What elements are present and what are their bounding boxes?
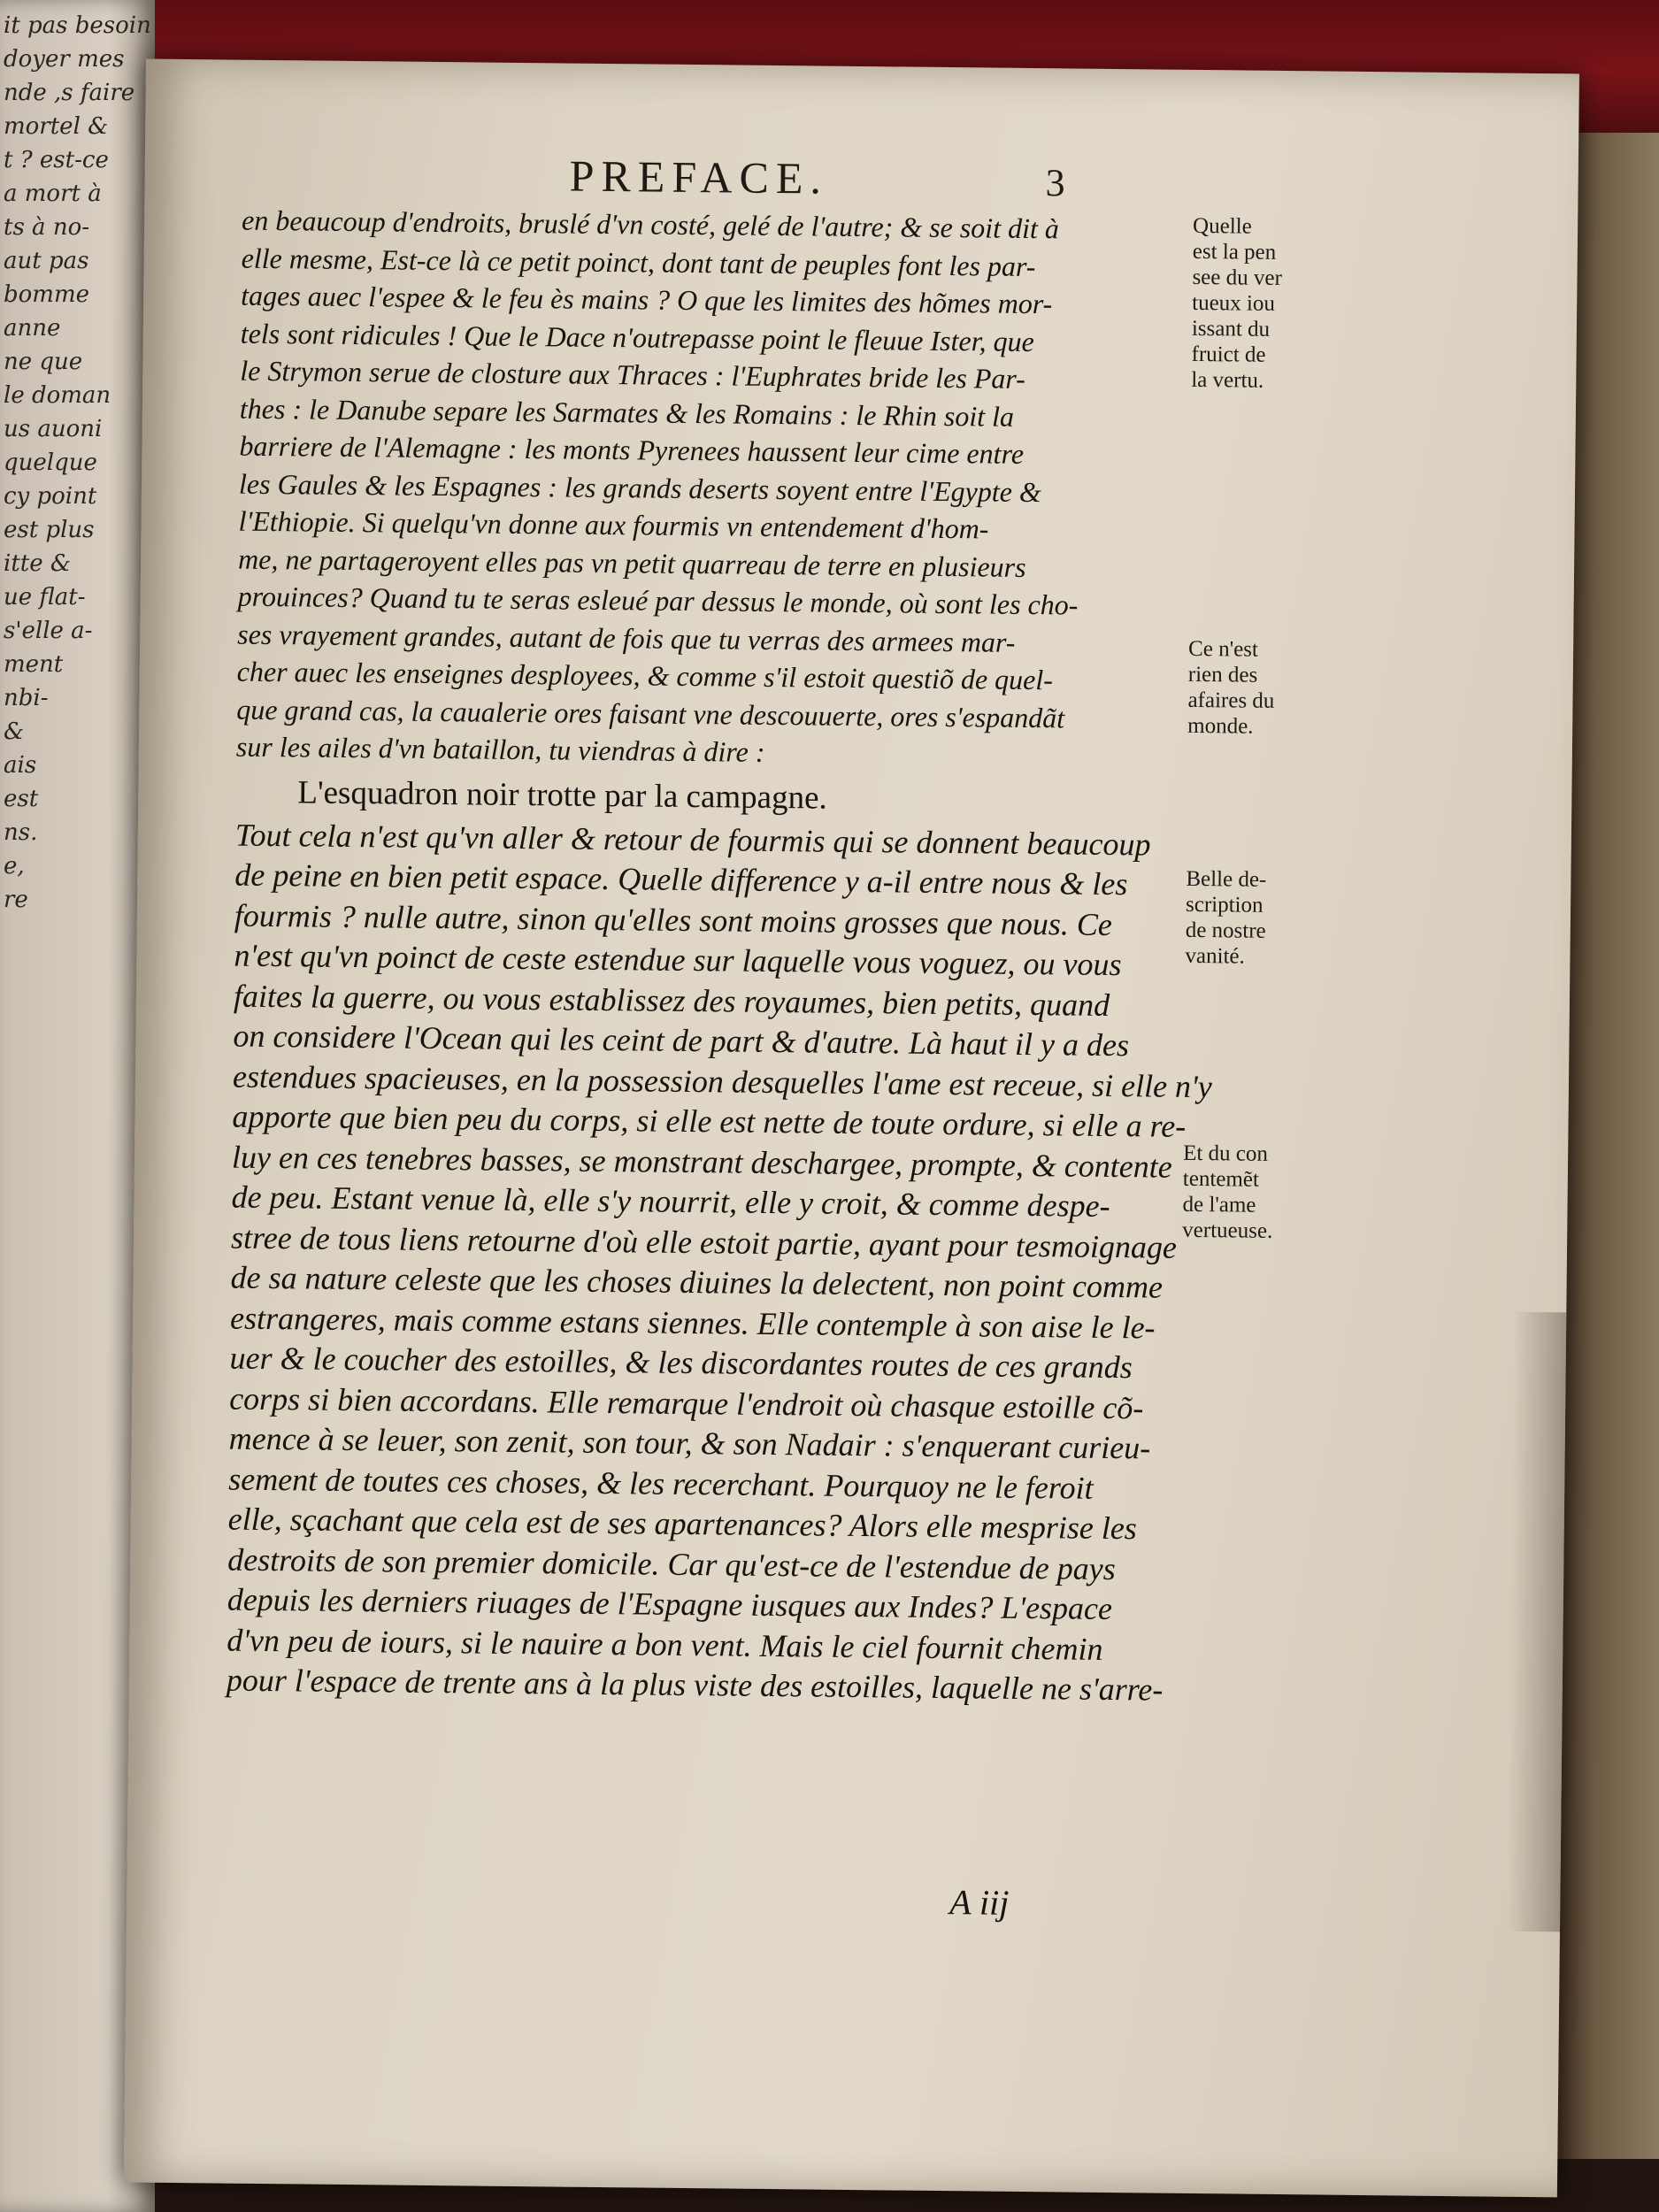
facing-page-text — [4, 9, 150, 917]
margin-note-line: see du ver — [1192, 265, 1283, 290]
facing-line: bomme — [4, 281, 89, 308]
text-line: elle, sçachant que cela est de ses apartenances? Alors elle mesprise les — [227, 1501, 1138, 1547]
text-line: d'vn peu de iours, si le nauire a bon vent. Mais le ciel fournit chemin — [227, 1622, 1103, 1667]
facing-line: ns. — [4, 819, 38, 846]
facing-line: quelque — [4, 449, 97, 476]
text-line: cher auec les enseignes desployees, & comme s'il estoit questiõ de quel- — [236, 655, 1054, 696]
facing-line: aut pas — [4, 248, 89, 274]
margin-note-contentement — [1182, 1141, 1329, 1245]
text-line: n'est qu'vn poinct de ceste estendue sur laquelle vous voguez, ou vous — [234, 937, 1122, 983]
margin-note-line: Belle de- — [1186, 866, 1267, 892]
facing-line: est plus — [4, 517, 95, 543]
margin-note-line: de nostre — [1185, 918, 1266, 943]
book-page — [124, 59, 1579, 2198]
text-line: de sa nature celeste que les choses diuines la delectent, non point comme — [230, 1259, 1164, 1305]
margin-note-line: rien des — [1187, 662, 1258, 687]
facing-line: ais — [4, 752, 37, 779]
facing-line: a mort à — [4, 180, 102, 207]
facing-line: t ? est-ce — [4, 147, 109, 173]
text-line: de peu. Estant venue là, elle s'y nourrit, elle y croit, & comme despe- — [231, 1179, 1110, 1224]
text-line: on considere l'Ocean qui les ceint de part & d'autre. Là haut il y a des — [233, 1018, 1130, 1064]
text-line: l'Ethiopie. Si quelqu'vn donne aux fourmis vn entendement d'hom- — [238, 504, 989, 545]
text-line: estendues spacieuses, en la possession desquelles l'ame est receue, si elle n'y — [232, 1058, 1212, 1104]
text-line: Tout cela n'est qu'vn aller & retour de fourmis qui se donnent beaucoup — [234, 817, 1151, 862]
text-line: le Strymon serue de closture aux Thraces : l'Euphrates bride les Par- — [240, 354, 1026, 395]
text-line: faites la guerre, ou vous establissez des royaumes, bien petits, quand — [233, 978, 1110, 1023]
margin-note-line: monde. — [1187, 713, 1254, 739]
text-line: tels sont ridicules ! Que le Dace n'outrepasse point le fleuue Ister, que — [240, 317, 1034, 357]
text-line: corps si bien accordans. Elle remarque l'endroit où chasque estoille cõ- — [228, 1380, 1144, 1425]
text-line: uer & le coucher des estoilles, & les discordantes routes de ces grands — [229, 1340, 1133, 1386]
margin-note-line: la vertu. — [1191, 367, 1264, 393]
facing-line: ts à no- — [4, 214, 90, 241]
text-line: pour l'espace de trente ans à la plus viste des estoilles, laquelle ne s'arre- — [226, 1662, 1164, 1708]
running-head — [569, 150, 1065, 207]
margin-note-line: de l'ame — [1182, 1192, 1256, 1217]
text-line: elle mesme, Est-ce là ce petit poinct, dont tant de peuples font les par- — [241, 242, 1036, 282]
facing-line: & — [4, 718, 25, 745]
facing-line: ment — [4, 651, 64, 678]
text-line: sur les ailes d'vn bataillon, tu viendras à dire : — [235, 730, 765, 768]
facing-line: mortel & — [4, 113, 109, 140]
margin-note-monde — [1187, 636, 1334, 741]
margin-note-line: tentemẽt — [1182, 1166, 1260, 1192]
margin-note-line: est la pen — [1192, 239, 1277, 265]
text-line: me, ne partageroyent elles pas vn petit quarreau de terre en plusieurs — [237, 542, 1026, 583]
margin-note-line: tueux iou — [1192, 290, 1276, 316]
text-line: que grand cas, la caualerie ores faisant vne descouuerte, ores s'espandãt — [236, 693, 1065, 733]
margin-note-line: issant du — [1191, 316, 1271, 342]
margin-note-line: Ce n'est — [1187, 636, 1259, 662]
text-line: ses vrayement grandes, autant de fois que tu verras des armees mar- — [237, 618, 1016, 658]
paragraph-2 — [226, 815, 1212, 1710]
text-line: fourmis ? nulle autre, sinon qu'elles sont moins grosses que nous. Ce — [234, 897, 1113, 942]
text-line: luy en ces tenebres basses, se monstrant deschargee, prompte, & contente — [231, 1139, 1172, 1185]
margin-note-vanite — [1185, 866, 1332, 971]
text-line: prouinces? Quand tu te seras esleué par dessus le monde, où sont les cho- — [237, 580, 1079, 621]
text-line: stree de tous liens retourne d'où elle estoit partie, ayant pour tesmoignage — [230, 1219, 1178, 1265]
facing-line: ue flat- — [4, 584, 86, 611]
facing-line: us auoni — [4, 416, 103, 442]
margin-note-line: afaires du — [1187, 687, 1275, 713]
page-number: 3 — [1045, 161, 1065, 205]
facing-line: itte & — [4, 550, 72, 577]
text-line: destroits de son premier domicile. Car qu'est-ce de l'estendue de pays — [227, 1541, 1116, 1586]
text-line: sement de toutes ces choses, & les recerchant. Pourquoy ne le feroit — [228, 1461, 1094, 1506]
facing-line: it pas besoin — [4, 12, 151, 39]
page-edge-stain — [1507, 1312, 1566, 1932]
paragraph-1 — [236, 202, 1216, 776]
text-line: tages auec l'espee & le feu ès mains ? O que les limites des hõmes mor- — [241, 279, 1053, 320]
margin-note-line: Quelle — [1192, 213, 1252, 239]
margin-note-line: Et du con — [1183, 1141, 1269, 1166]
text-line: les Gaules & les Espagnes : les grands deserts soyent entre l'Egypte & — [238, 467, 1042, 508]
margin-note-line: vanité. — [1185, 943, 1245, 969]
facing-line: cy point — [4, 483, 97, 510]
facing-line: est — [4, 786, 39, 812]
text-line: apporte que bien peu du corps, si elle est nette de toute ordure, si elle a re- — [232, 1098, 1187, 1144]
margin-note-vertu — [1191, 213, 1339, 395]
margin-note-line: fruict de — [1191, 342, 1266, 367]
facing-line: anne — [4, 315, 61, 342]
text-line: de peine en bien petit espace. Quelle difference y a-il entre nous & les — [234, 856, 1128, 902]
verse-quotation: L'esquadron noir trotte par la campagne. — [297, 773, 827, 817]
margin-note-line: scription — [1185, 892, 1263, 918]
facing-line: nde ,s faire — [4, 80, 135, 106]
text-line: thes : le Danube separe les Sarmates & les Romains : le Rhin soit la — [239, 392, 1015, 433]
signature-mark: A iij — [949, 1882, 1010, 1923]
running-title: PREFACE. — [569, 150, 829, 204]
facing-line: s'elle a- — [4, 618, 93, 644]
facing-line: re — [4, 887, 28, 913]
facing-line: doyer mes — [4, 46, 125, 73]
facing-line: le doman — [4, 382, 111, 409]
facing-line: e, — [4, 853, 25, 879]
facing-line: nbi- — [4, 685, 49, 711]
facing-line: ne que — [4, 349, 83, 375]
body-text — [227, 202, 1216, 1711]
margin-note-line: vertueuse. — [1182, 1217, 1273, 1243]
text-line: estrangeres, mais comme estans siennes. Elle contemple à son aise le le- — [229, 1300, 1156, 1346]
text-line: en beaucoup d'endroits, bruslé d'vn costé, gelé de l'autre; & se soit dit à — [241, 204, 1060, 245]
text-line: mence à se leuer, son zenit, son tour, & son Nadair : s'enquerant curieu- — [228, 1420, 1151, 1466]
text-line: depuis les derniers riuages de l'Espagne iusques aux Indes? L'espace — [227, 1581, 1113, 1627]
text-line: barriere de l'Alemagne : les monts Pyrenees haussent leur cime entre — [239, 429, 1025, 470]
